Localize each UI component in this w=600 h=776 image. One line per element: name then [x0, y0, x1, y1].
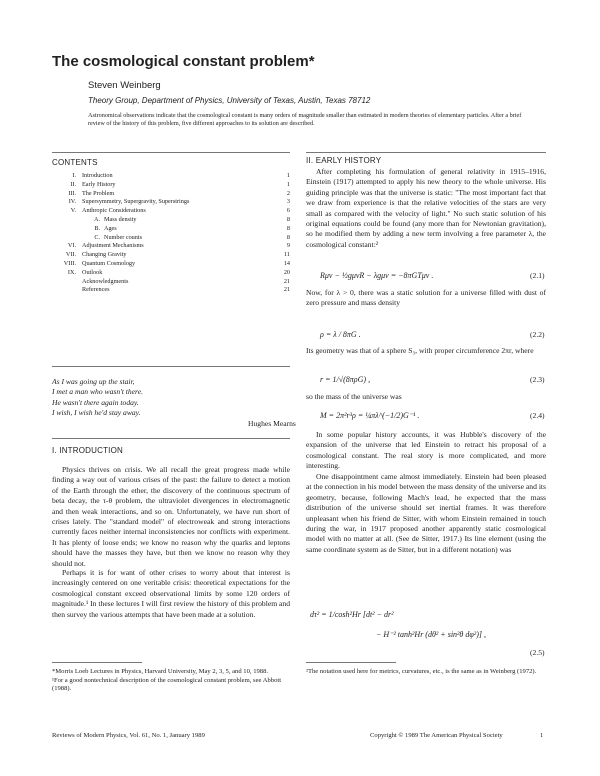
toc-number: I. — [72, 172, 76, 179]
toc-number: B. — [94, 224, 100, 232]
footnote: *Morris Loeb Lectures in Physics, Harvard University, May 2, 3, 5, and 10, 1988. — [52, 668, 269, 675]
toc-number: III. — [68, 189, 76, 197]
toc-title: The Problem — [82, 189, 115, 197]
history-paragraph-5: In some popular history accounts, it was Hubble's discovery of the expansion of the universe that led Einstein to retract his proposal of a cosmological constant. The real story is more complicated, and more interesting. — [306, 430, 546, 471]
abstract: Astronomical observations indicate that the cosmological constant is many orders of magnitude smaller than estimated in modern theories of elementary particles. After a brief review of the history of this problem, five different approaches to its solution are described. — [88, 112, 522, 128]
toc-page: 14 — [283, 260, 290, 267]
equation-2-5-line-1: dτ² = 1/cosh²Hr [dt² − dr² — [310, 610, 394, 619]
toc-entry — [52, 225, 290, 233]
toc-number: VI. — [67, 242, 76, 250]
history-heading: II. EARLY HISTORY — [306, 156, 382, 165]
author-name: Steven Weinberg — [88, 80, 161, 91]
toc-number: II. — [70, 180, 76, 188]
equation-number: (2.5) — [530, 648, 545, 657]
equation-2-3: r = 1/√(8πρG) , — [320, 375, 371, 384]
equation-number: (2.3) — [530, 375, 545, 384]
toc-entry — [52, 269, 290, 277]
toc-page: 2 — [286, 189, 290, 197]
toc-entry — [52, 207, 290, 215]
toc-title: Changing Gravity — [82, 251, 127, 259]
equation-number: (2.4) — [530, 411, 545, 420]
toc-number: IX. — [67, 268, 76, 276]
history-rule — [306, 152, 546, 153]
epigraph-line: I wish, I wish he'd stay away. — [52, 408, 141, 418]
toc-entry — [52, 190, 290, 198]
toc-entry — [52, 172, 290, 180]
toc-entry — [52, 198, 290, 206]
toc-entry — [52, 278, 290, 286]
toc-title: Anthropic Considerations — [82, 207, 146, 215]
intro-heading: I. INTRODUCTION — [52, 446, 123, 455]
toc-entry — [52, 260, 290, 268]
toc-number: A. — [93, 216, 100, 223]
contents-rule — [52, 152, 290, 153]
toc-number: VIII. — [63, 260, 76, 267]
toc-entry — [52, 234, 290, 242]
epigraph-line: I met a man who wasn't there. — [52, 387, 143, 397]
toc-entry — [52, 286, 290, 294]
history-paragraph-4: so the mass of the universe was — [306, 392, 402, 401]
toc-page: 21 — [283, 277, 290, 285]
toc-title: Number counts — [104, 233, 142, 241]
toc-entry — [52, 216, 290, 224]
equation-2-2: ρ = λ / 8πG . — [320, 330, 361, 339]
toc-page: 8 — [286, 224, 290, 232]
intro-paragraph-1: Physics thrives on crisis. We all recall the great progress made while finding a way out of various crises of the past: the failure to detect a motion of the Earth through the ether, the discovery of the continuous spectrum of beta decay, the τ-θ problem, the ultraviolet divergences in electromagnetic and then weak interactions, and so on. Unfortunately, we have run short of crises lately. The "standard model" of electroweak and strong interactions currently faces neither internal inconsistencies nor conflicts with experiment. It has plenty of loose ends; we know no reason why the quarks and leptons should have the masses they have, but then we know no reason why they should not. — [52, 465, 290, 568]
footnote-rule-right — [306, 662, 396, 663]
history-paragraph-3: Its geometry was that of a sphere S₃, with proper circumference 2πr, where — [306, 346, 534, 355]
toc-page: 6 — [286, 207, 290, 215]
epigraph — [52, 377, 143, 419]
toc-title: Outlook — [82, 268, 103, 276]
toc-title: Ages — [104, 224, 117, 232]
copyright: Copyright © 1989 The American Physical Society — [370, 732, 503, 739]
toc-entry — [52, 181, 290, 189]
toc-page: 1 — [286, 172, 290, 179]
equation-2-4: M = 2π²r³ρ = ¼πλ^(−1/2)G⁻¹ . — [320, 411, 420, 420]
epigraph-attribution: Hughes Mearns — [248, 419, 296, 428]
toc-title: Introduction — [82, 172, 113, 179]
toc-page: 11 — [284, 251, 290, 259]
toc-title: Early History — [82, 180, 116, 188]
toc-title: Mass density — [104, 216, 137, 223]
equation-number: (2.2) — [530, 330, 545, 339]
footnote: ²The notation used here for metrics, curvatures, etc., is the same as in Weinberg (1972). — [306, 668, 537, 675]
toc-page: 8 — [286, 233, 290, 241]
toc-page: 21 — [283, 286, 290, 294]
toc-entry — [52, 242, 290, 250]
journal-citation: Reviews of Modern Physics, Vol. 61, No. 1, January 1989 — [52, 732, 205, 739]
paper-title: The cosmological constant problem* — [52, 53, 315, 70]
history-paragraph-6: One disappointment came almost immediately. Einstein had been pleased at the connection in his model between the mass density of the universe and its geometry, because, following Mach's lead, he expected that the mass distribution of the universe should set inertial frames. It was therefore unpleasant when his friend de Sitter, with whom Einstein remained in touch during the war, in 1917 proposed another apparently static cosmological model with no matter at all. (See de Sitter, 1917.) Its line element (using the same coordinate system as de Sitter, but in a different notation) was — [306, 472, 546, 554]
toc-page: 8 — [286, 216, 290, 223]
footnote: ¹For a good nontechnical description of the cosmological constant problem, see Abbott (1988). — [52, 676, 282, 693]
toc-page: 3 — [286, 198, 290, 206]
toc-page: 1 — [286, 180, 290, 188]
toc-title: Supersymmetry, Supergravity, Superstrings — [82, 198, 190, 206]
contents-end-rule — [52, 366, 290, 367]
intro-rule — [52, 438, 290, 439]
equation-number: (2.1) — [530, 271, 545, 280]
footnote-rule-left — [52, 662, 142, 663]
intro-paragraph-2: Perhaps it is for want of other crises to worry about that interest is increasingly centered on one veritable crisis: theoretical expectations for the cosmological constant exceed observational limits by some 120 orders of magnitude.¹ In these lectures I will first review the history of this problem and then survey the various attempts that have been made at a solution. — [52, 568, 290, 619]
toc-title: Adjustment Mechanisms — [82, 242, 144, 250]
toc-entry — [52, 251, 290, 259]
history-paragraph-2: Now, for λ > 0, there was a static solution for a universe filled with dust of zero pressure and mass density — [306, 288, 546, 308]
epigraph-line: As I was going up the stair, — [52, 377, 135, 386]
toc-page: 20 — [283, 268, 290, 276]
toc-title: Acknowledgments — [82, 277, 129, 285]
equation-2-5-line-2: − H⁻² tanh²Hr (dθ² + sin²θ dφ²)] , — [376, 630, 486, 639]
toc-number: C. — [94, 233, 100, 241]
toc-number: VII. — [65, 251, 76, 259]
toc-title: References — [82, 286, 110, 294]
toc-number: V. — [70, 207, 76, 215]
affiliation: Theory Group, Department of Physics, University of Texas, Austin, Texas 78712 — [88, 96, 371, 105]
toc-page: 9 — [286, 242, 290, 250]
contents-heading: CONTENTS — [52, 158, 98, 167]
toc-title: Quantum Cosmology — [82, 260, 136, 267]
footnotes-left — [52, 668, 290, 694]
history-paragraph-1: After completing his formulation of general relativity in 1915–1916, Einstein (1917) attempted to apply his new theory to the whole universe. His guiding principle was that the universe is static: "The most important fact that we draw from experience is that the relative velocities of the stars are very small as compared with the velocity of light." No such static solution of his original equations could be found (any more than for Newtonian gravitation), so he modified them by adding a new term involving a free parameter λ, the cosmological constant:² — [306, 167, 546, 249]
toc-number: IV. — [68, 198, 76, 206]
epigraph-line: He wasn't there again today. — [52, 397, 139, 407]
page-number: 1 — [540, 732, 544, 739]
equation-2-1: Rμν − ½gμνR − λgμν = −8πGTμν . — [320, 271, 434, 280]
